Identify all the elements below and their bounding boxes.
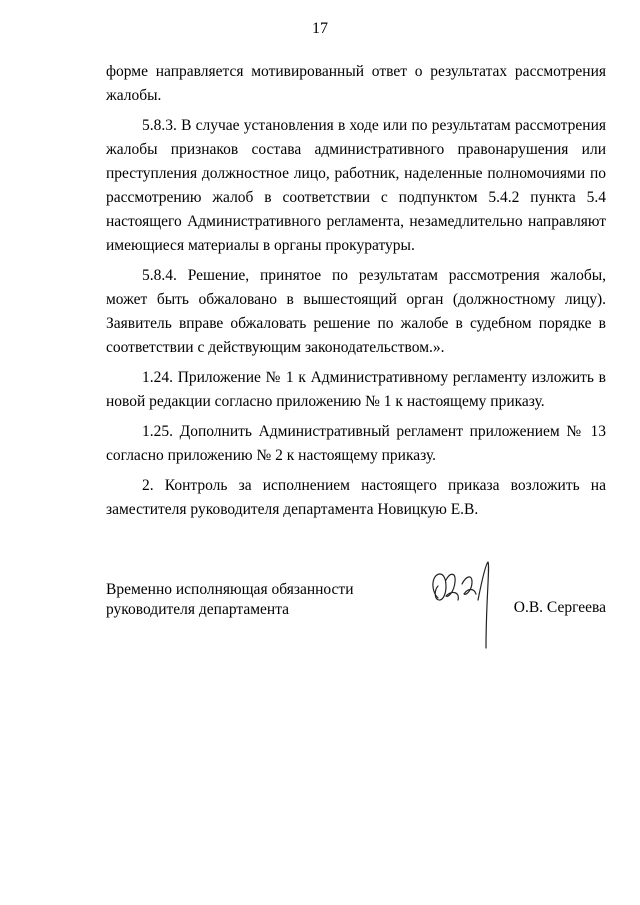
paragraph: 2. Контроль за исполнением настоящего приказа возложить на заместителя руководителя департамента Новицкую Е.В.: [106, 477, 606, 518]
paragraph: 1.24. Приложение № 1 к Административному регламенту изложить в новой редакции согласно приложению № 1 к настоящему приказу.: [106, 369, 606, 410]
paragraph: 5.8.4. Решение, принятое по результатам рассмотрения жалобы, может быть обжаловано в вышестоящий орган (должностному лицу). Заявитель вправе обжаловать решение по жалобе в судебном порядке в соответствии с действующим законодательством.».: [106, 267, 606, 356]
document-body: [106, 60, 606, 528]
signer-position-line: руководителя департамента: [106, 601, 290, 618]
signature-block: [106, 580, 606, 670]
page-number: 17: [312, 20, 328, 37]
paragraph: 1.25. Дополнить Административный регламент приложением № 13 согласно приложению № 2 к настоящему приказу.: [106, 423, 606, 464]
signer-name: О.В. Сергеева: [513, 599, 606, 616]
signer-position-line: Временно исполняющая обязанности: [106, 581, 354, 598]
paragraph: 5.8.3. В случае установления в ходе или по результатам рассмотрения жалобы признаков состава административного правонарушения или преступления должностное лицо, работник, наделенные полномочиями по рассмотрению жалоб в соответствии с подпунктом 5.4.2 пункта 5.4 настоящего Административного регламента, незамедлительно направляют имеющиеся материалы в органы прокуратуры.: [106, 117, 606, 254]
signer-position: [106, 580, 406, 620]
handwritten-signature: [428, 560, 498, 650]
paragraph: форме направляется мотивированный ответ о результатах рассмотрения жалобы.: [106, 63, 606, 104]
